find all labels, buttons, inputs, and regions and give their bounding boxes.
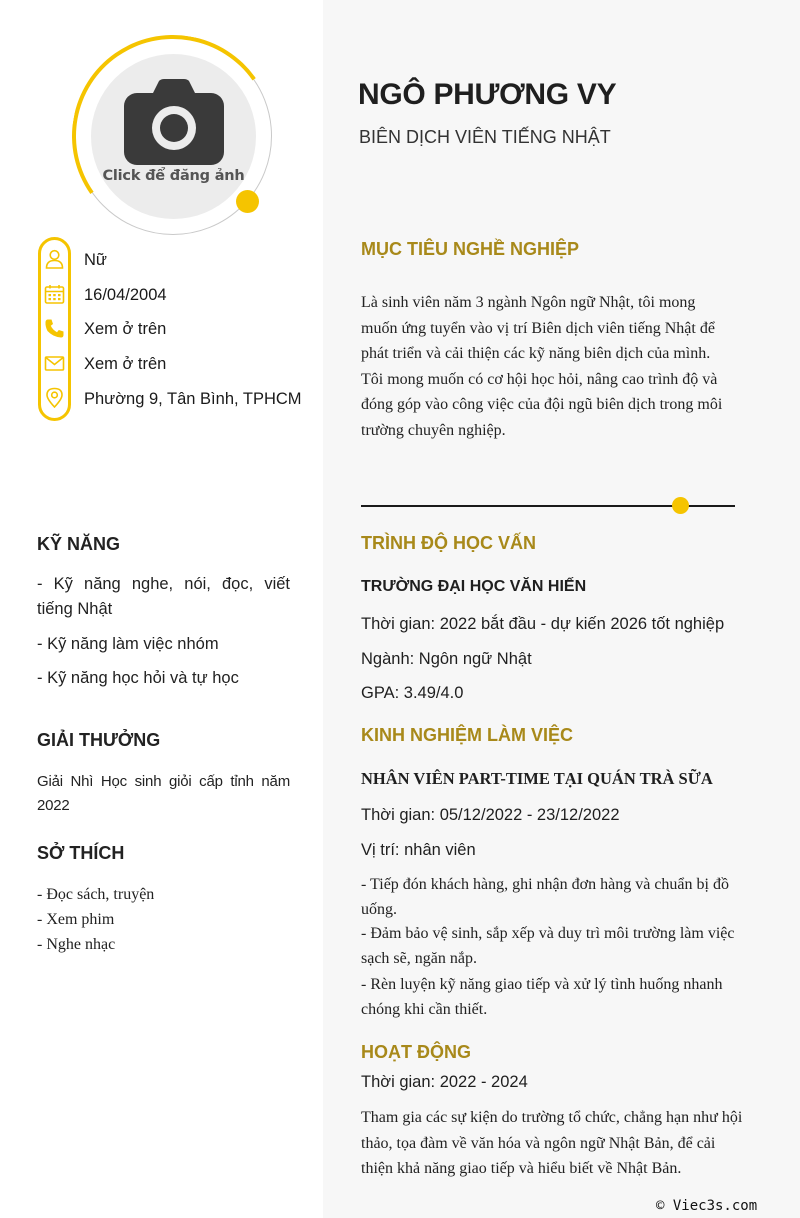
activities-title: HOẠT ĐỘNG xyxy=(361,1042,471,1062)
experience-time: Thời gian: 05/12/2022 - 23/12/2022 xyxy=(361,806,620,824)
education-title: TRÌNH ĐỘ HỌC VẤN xyxy=(361,533,536,553)
user-icon xyxy=(44,249,65,270)
activities-text: Tham gia các sự kiện do trường tổ chức, chẳng hạn như hội thảo, tọa đàm về văn hóa và ngôn ngữ Nhật Bản, để cải thiện khả năng giao tiếp và hiểu biết về Nhật Bản. xyxy=(361,1109,743,1178)
location-pin-icon xyxy=(44,387,65,408)
objective-text: Là sinh viên năm 3 ngành Ngôn ngữ Nhật, tôi mong muốn ứng tuyển vào vị trí Biên dịch viên tiếng Nhật để phát triển và cải thiện các kỹ năng biên dịch của mình. Tôi mong muốn có cơ hội học hỏi, nâng cao trình độ và đóng góp vào công việc của đội ngũ biên dịch trong môi trường chuyên nghiệp. xyxy=(361,294,723,439)
experience-title: KINH NGHIỆM LÀM VIỆC xyxy=(361,725,574,745)
camera-icon xyxy=(124,79,224,165)
job-title: BIÊN DỊCH VIÊN TIẾNG NHẬT xyxy=(359,127,611,147)
hobby-item: - Nghe nhạc xyxy=(37,936,116,953)
duty-item: - Đảm bảo vệ sinh, sắp xếp và duy trì môi trường làm việc sạch sẽ, ngăn nắp. xyxy=(361,925,735,967)
education-time: Thời gian: 2022 bắt đầu - dự kiến 2026 tốt nghiệp xyxy=(361,615,725,633)
right-column xyxy=(323,0,800,1218)
gender-value: Nữ xyxy=(84,251,107,269)
experience-position: Vị trí: nhân viên xyxy=(361,841,476,859)
hobbies-title: SỞ THÍCH xyxy=(37,843,125,863)
skills-title: KỸ NĂNG xyxy=(37,534,121,554)
duty-item: - Rèn luyện kỹ năng giao tiếp và xử lý tình huống nhanh chóng khi cần thiết. xyxy=(361,976,723,1018)
address-value: Phường 9, Tân Bình, TPHCM xyxy=(84,390,302,408)
calendar-icon xyxy=(44,284,65,305)
skill-item: - Kỹ năng nghe, nói, đọc, viết tiếng Nhật xyxy=(37,575,290,618)
avatar-accent-dot xyxy=(236,190,259,213)
award-text: Giải Nhì Học sinh giỏi cấp tỉnh năm 2022 xyxy=(37,773,290,814)
hobby-item: - Đọc sách, truyện xyxy=(37,886,155,903)
copyright-footer: © Viec3s.com xyxy=(656,1198,758,1214)
skill-item: - Kỹ năng học hỏi và tự học xyxy=(37,669,239,687)
phone-icon xyxy=(44,318,65,339)
job-name: NHÂN VIÊN PART-TIME TẠI QUÁN TRÀ SỮA xyxy=(361,769,713,788)
candidate-name: NGÔ PHƯƠNG VY xyxy=(358,78,617,111)
activities-time: Thời gian: 2022 - 2024 xyxy=(361,1073,528,1091)
mail-icon xyxy=(44,353,65,374)
duty-item: - Tiếp đón khách hàng, ghi nhận đơn hàng và chuẩn bị đồ uống. xyxy=(361,876,729,918)
phone-value: Xem ở trên xyxy=(84,320,167,338)
school-name: TRƯỜNG ĐẠI HỌC VĂN HIẾN xyxy=(361,578,587,595)
awards-title: GIẢI THƯỞNG xyxy=(37,730,161,750)
email-value: Xem ở trên xyxy=(84,355,167,373)
education-gpa: GPA: 3.49/4.0 xyxy=(361,684,464,702)
avatar-upload-hint[interactable]: Click để đăng ảnh xyxy=(102,168,245,184)
divider-dot xyxy=(672,497,689,514)
hobby-item: - Xem phim xyxy=(37,911,115,928)
birthday-value: 16/04/2004 xyxy=(84,286,167,304)
objective-title: MỤC TIÊU NGHỀ NGHIỆP xyxy=(361,239,580,259)
education-major: Ngành: Ngôn ngữ Nhật xyxy=(361,650,532,668)
skill-item: - Kỹ năng làm việc nhóm xyxy=(37,635,219,653)
